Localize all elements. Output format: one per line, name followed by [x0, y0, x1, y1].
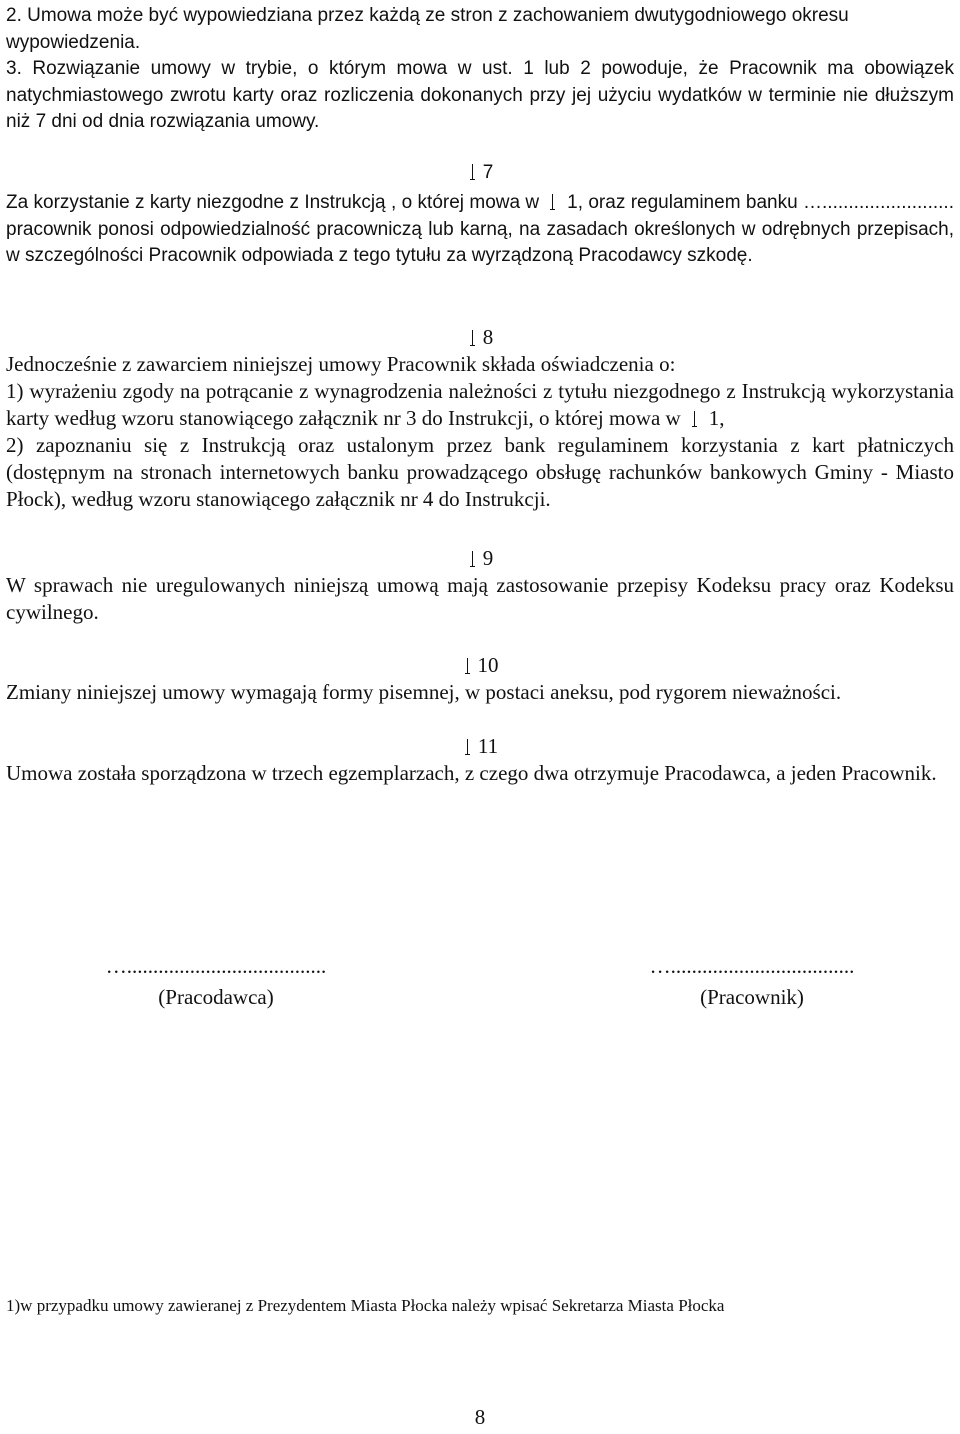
section-7-paragraph: [6, 190, 954, 270]
employer-signature-line: …......................................: [105, 954, 327, 978]
section-8-intro: [6, 351, 954, 378]
section-sign-icon: [467, 551, 479, 567]
section-7-heading: [0, 160, 960, 187]
page-number: 8: [474, 1405, 486, 1429]
clause-item-2-text: 2. Umowa może być wypowiedziana przez każdą ze stron z zachowaniem dwutygodniowego okresu wypowiedzenia.: [6, 5, 849, 53]
section-7-number: 7: [482, 162, 494, 183]
section-8-number: 8: [482, 325, 494, 349]
section-10-body: [6, 679, 954, 706]
footnote: 1)w przypadku umowy zawieranej z Prezydentem Miasta Płocka należy wpisać Sekretarza Miasta Płocka: [6, 1296, 725, 1315]
section-9-body: [6, 572, 954, 626]
section-8-heading: [0, 324, 960, 351]
employee-signature-line: …...................................: [649, 954, 855, 978]
section-sign-icon: [689, 411, 701, 427]
section-sign-icon: [467, 330, 479, 346]
section-8-item-2: [6, 432, 954, 513]
section-sign-icon: [467, 164, 479, 180]
section-sign-icon: [547, 194, 559, 210]
section-10-text: Zmiany niniejszej umowy wymagają formy pisemnej, w postaci aneksu, pod rygorem nieważności.: [6, 680, 842, 704]
section-11-text: Umowa została sporządzona w trzech egzemplarzach, z czego dwa otrzymuje Pracodawca, a jeden Pracownik.: [6, 761, 937, 785]
section-10-heading: [0, 652, 960, 679]
section-9-text: W sprawach nie uregulowanych niniejszą umową mają zastosowanie przepisy Kodeksu pracy oraz Kodeksu cywilnego.: [6, 573, 954, 624]
clause-item-3-text: 3. Rozwiązanie umowy w trybie, o którym mowa w ust. 1 lub 2 powoduje, że Pracownik ma obowiązek natychmiastowego zwrotu karty oraz rozliczenia dokonanych przy jej użyciu wydatków w terminie nie dłuższym niż 7 dni od dnia rozwiązania umowy.: [6, 58, 954, 132]
section-8-item-1-text-b: 1,: [708, 406, 725, 430]
section-7-body: [6, 190, 954, 270]
section-10-number: 10: [477, 653, 499, 677]
clause-item-2: [6, 3, 954, 56]
section-11-heading: [0, 733, 960, 760]
section-11-number: 11: [477, 734, 499, 758]
section-9-heading: [0, 545, 960, 572]
section-7-text-b: 1, oraz regulaminem banku …......................... pracownik ponosi odpowiedzialność pracowniczą lub karną, na zasadach określonych w odrębnych przepisach, w szczególności Pracownik odpowiada z tego tytułu za wyrządzoną Pracodawcy szkodę.: [6, 192, 954, 266]
employer-signature: [56, 953, 376, 1011]
clause-item-3: [6, 56, 954, 136]
employer-label: (Pracodawca): [158, 985, 274, 1009]
employee-label: (Pracownik): [700, 985, 804, 1009]
section-8-item-1: [6, 378, 954, 432]
section-8-item-1-text-a: 1) wyrażeniu zgody na potrącanie z wynagrodzenia należności z tytułu niezgodnego z Instrukcją wykorzystania karty według wzoru stanowiącego załącznik nr 3 do Instrukcji, o której mowa w: [6, 379, 954, 430]
section-sign-icon: [462, 739, 474, 755]
section-sign-icon: [462, 658, 474, 674]
section-9-number: 9: [482, 546, 494, 570]
section-8-intro-text: Jednocześnie z zawarciem niniejszej umowy Pracownik składa oświadczenia o:: [6, 352, 676, 376]
section-8-item-1-text: [6, 378, 954, 432]
section-7-text-a: Za korzystanie z karty niezgodne z Instrukcją , o której mowa w: [6, 192, 540, 213]
section-8-item-2-text: 2) zapoznaniu się z Instrukcją oraz ustalonym przez bank regulaminem korzystania z kart płatniczych (dostępnym na stronach internetowych banku prowadzącego obsługę rachunków bankowych Gminy - Miasto Płock), według wzoru stanowiącego załącznik nr 4 do Instrukcji.: [6, 433, 954, 511]
employee-signature: [567, 953, 937, 1011]
section-11-body: [6, 760, 954, 787]
